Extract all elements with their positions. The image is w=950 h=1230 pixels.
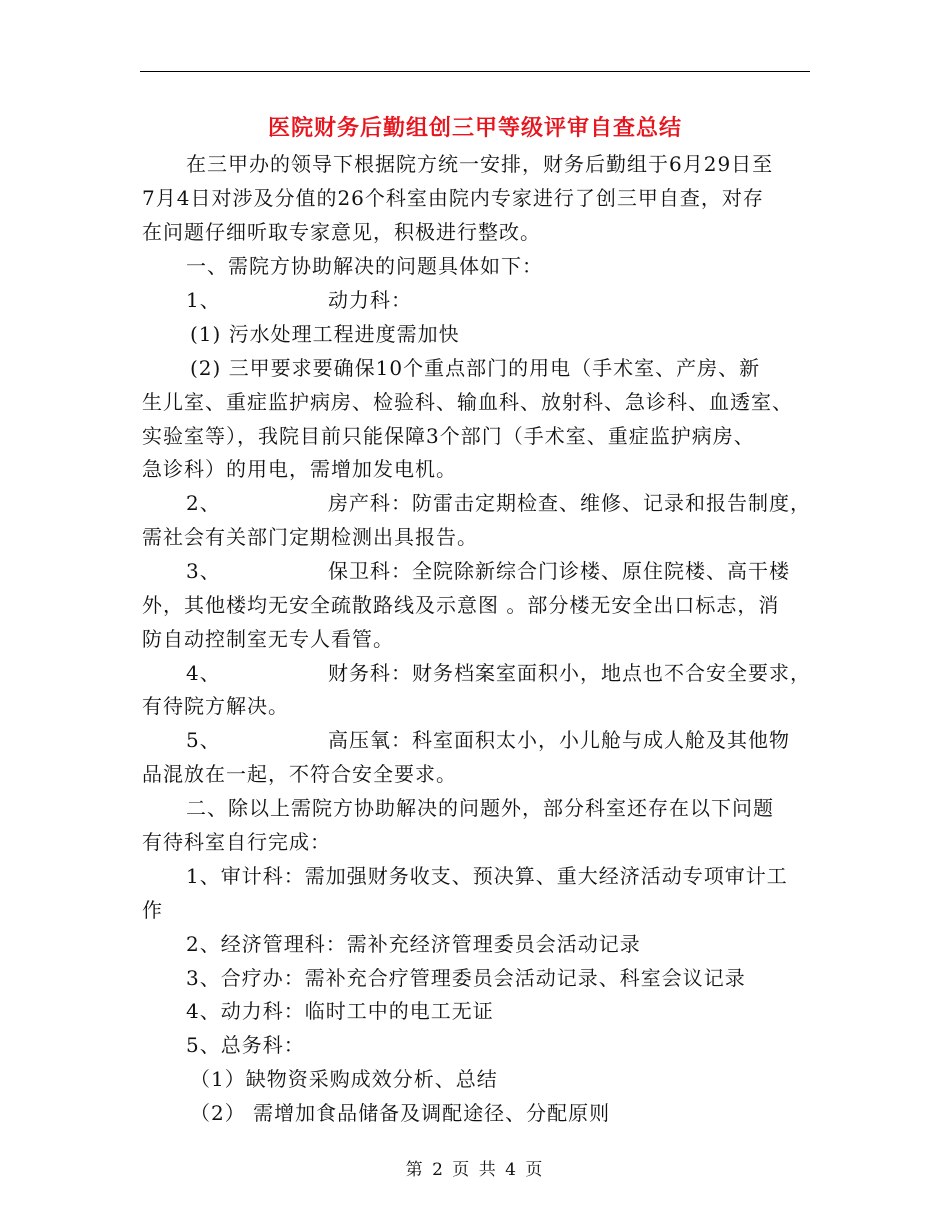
item-number: 5、 — [186, 728, 221, 752]
sub-item: (1) 污水处理工程进度需加快 — [190, 322, 460, 346]
list-item: 2、经济管理科：需补充经济管理委员会活动记录 — [186, 932, 641, 956]
section-heading: 二、除以上需院方协助解决的问题外，部分科室还存在以下问题 — [186, 796, 774, 820]
paragraph-line: 7月4日对涉及分值的26个科室由院内专家进行了创三甲自查，对存 — [142, 186, 764, 210]
document-title: 医院财务后勤组创三甲等级评审自查总结 — [267, 116, 682, 141]
item-text: 动力科： — [328, 288, 412, 312]
list-item: 5、总务科： — [186, 1033, 305, 1057]
paragraph-line: 实验室等），我院目前只能保障3个部门（手术室、重症监护病房、 — [142, 424, 755, 448]
list-item: 3、合疗办：需补充合疗管理委员会活动记录、科室会议记录 — [186, 966, 746, 990]
page-footer: 第 2 页 共 4 页 — [405, 1160, 545, 1180]
item-number: 1、 — [186, 288, 221, 312]
paragraph-line: 防自动控制室无专人看管。 — [142, 627, 394, 651]
paragraph-line: 有待院方解决。 — [142, 694, 289, 718]
section-heading: 一、需院方协助解决的问题具体如下： — [186, 254, 543, 278]
item-text: 财务科：财务档案室面积小，地点也不合安全要求， — [328, 661, 811, 685]
item-text: 保卫科：全院除新综合门诊楼、原住院楼、高干楼 — [328, 559, 790, 583]
list-item — [186, 559, 790, 583]
header-rule — [140, 71, 810, 72]
paragraph-line: 需社会有关部门定期检测出具报告。 — [142, 525, 478, 549]
paragraph-line: 外，其他楼均无安全疏散路线及示意图 。部分楼无安全出口标志，消 — [142, 593, 780, 617]
item-number: 2、 — [186, 491, 221, 515]
paragraph-line: 在三甲办的领导下根据院方统一安排，财务后勤组于6月29日至 — [186, 152, 774, 176]
sub-item: (2) 三甲要求要确保10个重点部门的用电（手术室、产房、新 — [190, 356, 761, 380]
list-item: 1、审计科：需加强财务收支、预决算、重大经济活动专项审计工 — [186, 864, 788, 888]
list-item — [186, 661, 811, 685]
list-item: 4、动力科：临时工中的电工无证 — [186, 999, 494, 1023]
item-number: 3、 — [186, 559, 221, 583]
paragraph-line: 在问题仔细听取专家意见，积极进行整改。 — [142, 220, 541, 244]
paragraph-line: 生儿室、重症监护病房、检验科、输血科、放射科、急诊科、血透室、 — [142, 390, 793, 414]
item-text: 房产科：防雷击定期检查、维修、记录和报告制度， — [328, 491, 811, 515]
sub-item: （1）缺物资采购成效分析、总结 — [190, 1067, 498, 1091]
paragraph-line: 品混放在一起，不符合安全要求。 — [142, 762, 457, 786]
item-number: 4、 — [186, 661, 221, 685]
list-item — [186, 728, 790, 752]
item-text: 高压氧：科室面积太小，小儿舱与成人舱及其他物 — [328, 728, 790, 752]
paragraph-line: 作 — [142, 898, 163, 922]
paragraph-line: 有待科室自行完成： — [142, 830, 331, 854]
list-item — [186, 491, 811, 515]
paragraph-line: 急诊科）的用电，需增加发电机。 — [142, 457, 457, 481]
sub-item: （2） 需增加食品储备及调配途径、分配原则 — [190, 1101, 611, 1125]
list-item — [186, 288, 412, 312]
